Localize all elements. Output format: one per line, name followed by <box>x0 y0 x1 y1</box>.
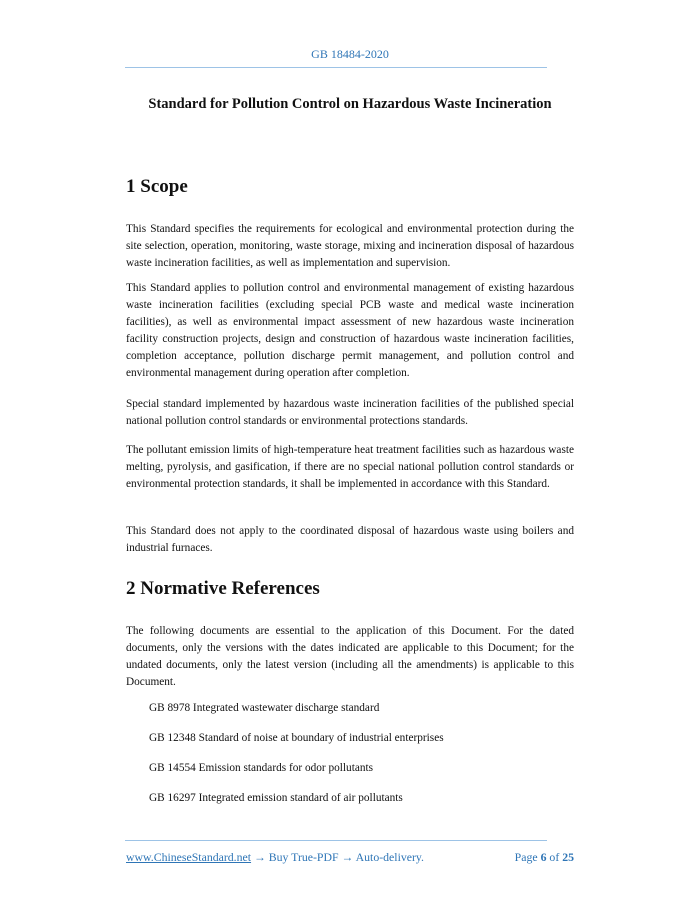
buy-true-pdf-text: Buy True-PDF <box>268 850 339 864</box>
reference-item: GB 12348 Standard of noise at boundary of industrial enterprises <box>149 732 444 744</box>
auto-delivery-text: Auto-delivery. <box>355 850 424 864</box>
footer-divider <box>125 840 547 841</box>
paragraph: Special standard implemented by hazardous waste incineration facilities of the published special national pollution control standards or environmental protections standards. <box>126 398 574 427</box>
website-link[interactable]: www.ChineseStandard.net <box>126 850 252 864</box>
arrow-right-icon: → <box>254 850 266 864</box>
section-heading-scope: 1 Scope <box>126 176 188 197</box>
arrow-right-icon: → <box>341 850 354 864</box>
paragraph: This Standard specifies the requirements for ecological and environmental protection during the site selection, operation, monitoring, waste storage, mixing and incineration disposal of hazardous waste incineration facilities, as well as implementation and supervision. <box>126 223 574 269</box>
paragraph: This Standard does not apply to the coordinated disposal of hazardous waste using boilers and industrial furnaces. <box>126 525 574 554</box>
reference-item: GB 14554 Emission standards for odor pollutants <box>149 762 374 774</box>
reference-item: GB 8978 Integrated wastewater discharge standard <box>149 702 380 714</box>
page-number <box>515 850 574 865</box>
paragraph: This Standard applies to pollution control and environmental management of existing hazardous waste incineration facilities (excluding special PCB waste and medical waste incineration facilities), as well as environmental impact assessment of new hazardous waste incineration facility construction projects, design and construction of hazardous waste incineration facilities, completion acceptance, pollution discharge permit management, and pollution control and environmental management during operation after completion. <box>126 282 574 379</box>
header-divider <box>125 67 547 68</box>
page-footer <box>126 850 574 865</box>
page-total: 25 <box>562 850 574 864</box>
section-heading-normative-references: 2 Normative References <box>126 578 320 599</box>
page-label: Page <box>514 850 538 864</box>
paragraph: The pollutant emission limits of high-temperature heat treatment facilities such as hazardous waste melting, pyrolysis, and gasification, if there are no special national pollution control standards or environmental protection standards, it shall be implemented in accordance with this Standard. <box>126 444 574 490</box>
document-title: Standard for Pollution Control on Hazardous Waste Incineration <box>148 96 552 112</box>
reference-item: GB 16297 Integrated emission standard of air pollutants <box>149 792 403 804</box>
paragraph: The following documents are essential to the application of this Document. For the dated documents, only the versions with the dates indicated are applicable to this Document; for the undated documents, only the latest version (including all the amendments) is applicable to this Document. <box>126 625 574 688</box>
page-current: 6 <box>540 850 547 864</box>
standard-code: GB 18484-2020 <box>311 47 389 61</box>
page-of-label: of <box>549 850 560 864</box>
